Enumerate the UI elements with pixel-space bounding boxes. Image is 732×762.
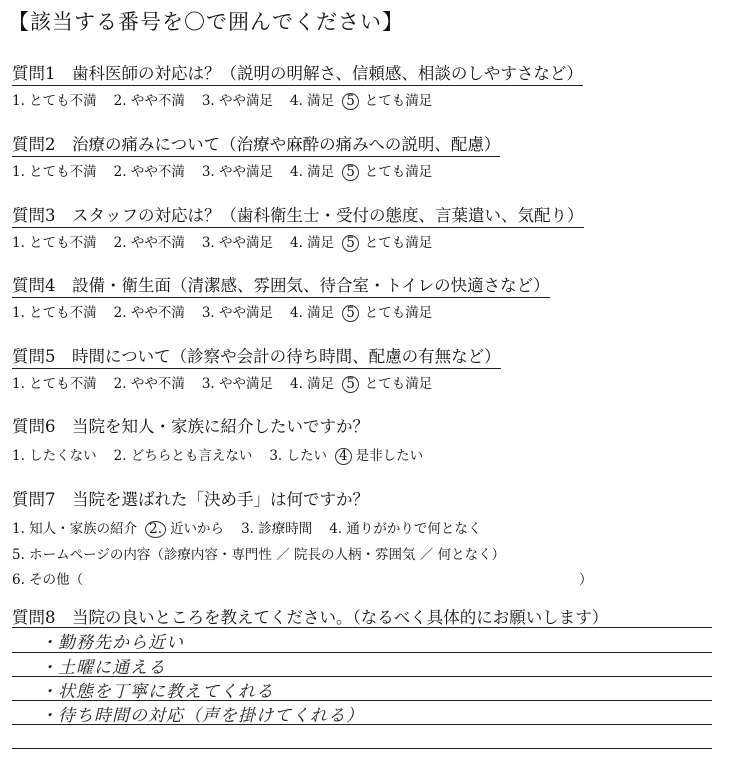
question-label: 質問3 スタッフの対応は？（歯科衛生士・受付の態度、言葉遣い、気配り） (12, 202, 584, 228)
rating-options (12, 231, 712, 252)
option-5-selected[interactable] (342, 93, 359, 110)
option-5-label: とても満足 (364, 93, 433, 109)
option-5-label: とても満足 (364, 164, 433, 180)
rating-options (12, 89, 712, 110)
question-label: 質問8 当院の良いところを教えてください。（なるべく具体的にお願いします） (12, 608, 609, 627)
handwritten-answer: ・状態を丁寧に教えてくれる (40, 682, 274, 702)
option-5-selected[interactable] (342, 376, 359, 393)
page-title: 【該当する番号を〇で囲んでください】 (8, 10, 404, 34)
option-1[interactable]: 1. 知人・家族の紹介 (12, 521, 138, 537)
question-7 (12, 486, 712, 588)
option-5-label: とても満足 (364, 235, 433, 251)
option-4[interactable]: 4. 満足 (290, 235, 335, 251)
option-4[interactable]: 4. 満足 (290, 305, 335, 321)
option-4[interactable]: 4. 満足 (290, 93, 335, 109)
option-2[interactable]: 2. どちらとも言えない (113, 448, 253, 464)
option-4[interactable]: 4. 満足 (290, 376, 335, 392)
option-2[interactable]: 2. やや不満 (113, 376, 185, 392)
recommend-options (12, 444, 712, 465)
option-1[interactable]: 1. とても不満 (12, 376, 97, 392)
selection-circle: 4 (335, 448, 352, 465)
option-1[interactable]: 1. とても不満 (12, 235, 97, 251)
option-5-selected[interactable] (342, 235, 359, 252)
rating-options (12, 301, 712, 322)
option-5-label: とても満足 (364, 305, 433, 321)
option-1[interactable]: 1. したくない (12, 448, 97, 464)
selection-circle: 5 (342, 376, 359, 393)
question-5 (12, 343, 712, 393)
option-2[interactable]: 2. やや不満 (113, 305, 185, 321)
rating-options (12, 160, 712, 181)
option-2[interactable]: 2. やや不満 (113, 164, 185, 180)
option-6-close: ） (579, 572, 593, 588)
answer-line (12, 748, 712, 749)
question-label: 質問1 歯科医師の対応は？（説明の明解さ、信頼感、相談のしやすさなど） (12, 60, 583, 86)
question-label: 質問7 当院を選ばれた「決め手」は何ですか？ (12, 490, 369, 509)
option-3[interactable]: 3. したい (269, 448, 328, 464)
option-4-selected[interactable] (335, 448, 352, 465)
option-2-label: 近いから (170, 521, 225, 537)
selection-circle: 2. (145, 521, 166, 538)
option-1[interactable]: 1. とても不満 (12, 305, 97, 321)
option-5[interactable]: 5. ホームページの内容（診療内容・専門性 ／ 院長の人柄・雰囲気 ／ 何となく） (12, 547, 506, 563)
option-4[interactable]: 4. 満足 (290, 164, 335, 180)
option-3[interactable]: 3. やや満足 (201, 93, 274, 109)
question-1 (12, 60, 712, 110)
question-2 (12, 131, 712, 181)
option-4[interactable]: 4. 通りがかりで何となく (329, 521, 482, 537)
option-1[interactable]: 1. とても不満 (12, 164, 97, 180)
question-6 (12, 413, 712, 465)
option-5-selected[interactable] (342, 305, 359, 322)
option-2[interactable]: 2. やや不満 (113, 235, 185, 251)
option-5-selected[interactable] (342, 164, 359, 181)
question-3 (12, 202, 712, 252)
rating-options (12, 372, 712, 393)
option-6[interactable]: 6. その他（ (12, 572, 84, 588)
reason-options-row-1 (12, 517, 712, 538)
option-6-row (12, 568, 712, 588)
option-3[interactable]: 3. やや満足 (201, 376, 274, 392)
question-label: 質問5 時間について（診察や会計の待ち時間、配慮の有無など） (12, 343, 501, 369)
question-8 (12, 604, 717, 629)
question-label: 質問4 設備・衛生面（清潔感、雰囲気、待合室・トイレの快適さなど） (12, 272, 550, 298)
option-4-label: 是非したい (355, 448, 424, 464)
selection-circle: 5 (342, 235, 359, 252)
option-3[interactable]: 3. やや満足 (201, 164, 274, 180)
selection-circle: 5 (342, 164, 359, 181)
selection-circle: 5 (342, 305, 359, 322)
option-2[interactable]: 2. やや不満 (113, 93, 185, 109)
option-3[interactable]: 3. やや満足 (201, 235, 274, 251)
question-label: 質問6 当院を知人・家族に紹介したいですか？ (12, 417, 369, 436)
option-2-selected[interactable] (145, 521, 166, 538)
selection-circle: 5 (342, 93, 359, 110)
handwritten-answer: ・土曜に通える (40, 658, 166, 678)
option-1[interactable]: 1. とても不満 (12, 93, 97, 109)
option-5-label: とても満足 (364, 376, 433, 392)
question-4 (12, 272, 712, 322)
handwritten-answer: ・待ち時間の対応（声を掛けてくれる） (40, 706, 364, 726)
option-3[interactable]: 3. 診療時間 (241, 521, 313, 537)
handwritten-answer: ・勤務先から近い (40, 633, 184, 653)
option-3[interactable]: 3. やや満足 (201, 305, 274, 321)
question-label: 質問2 治療の痛みについて（治療や麻酔の痛みへの説明、配慮） (12, 131, 500, 157)
